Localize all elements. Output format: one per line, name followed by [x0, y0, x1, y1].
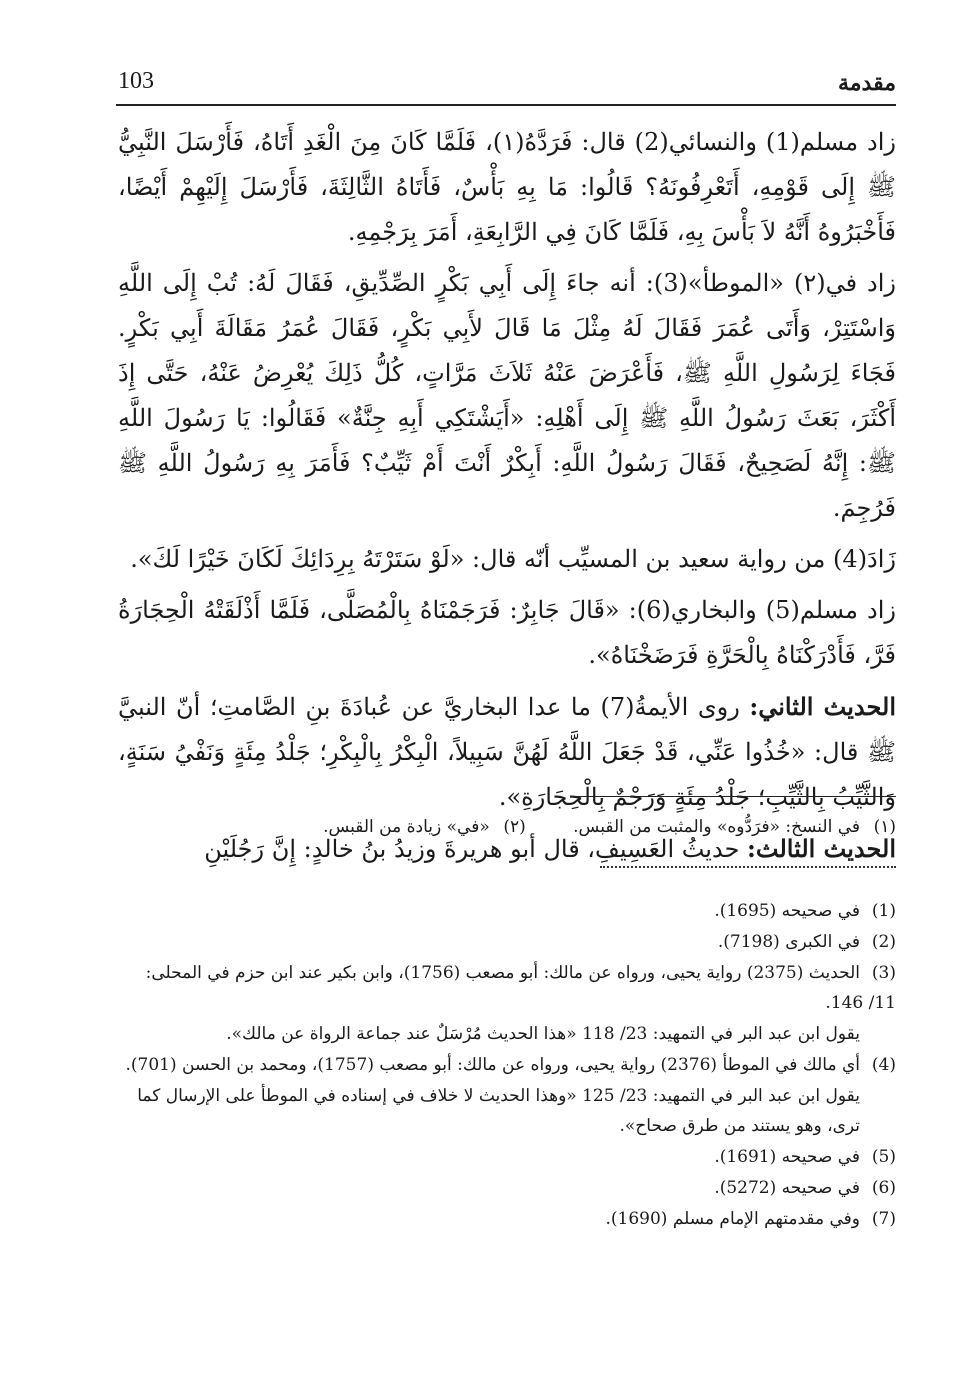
- hadith-two-paragraph: [118, 684, 896, 820]
- hadith-three-heading: الحديث الثالث:: [747, 834, 896, 863]
- footnote-number: (7): [871, 1209, 896, 1229]
- paragraph: زَادَ(4) من رواية سعيد بن المسيِّب أنّه قال: «لَوْ سَتَرْتَهُ بِرِدَائِكَ لَكَانَ خَيْرًا لَكَ».: [130, 545, 896, 573]
- paragraph: زاد مسلم(1) والنسائي(2) قال: فَرَدَّهُ(١)، فَلَمَّا كَانَ مِنَ الْغَدِ أَتَاهُ، فَأَرْسَلَ النَّبِيُّ ﷺ إِلَى قَوْمِهِ، أَتَعْرِفُونَهُ؟ قَالُوا: مَا بِهِ بَأْسٌ، فَأَتَاهُ الثَّالِثَةَ، فَأَرْسَلَ إِلَيْهِمْ أَيْضًا، فَأَخْبَرُوهُ أَنَّهُ لاَ بَأْسَ بِهِ، فَلَمَّا كَانَ فِي الرَّابِعَةِ، أَمَرَ بِرَجْمِهِ.: [118, 128, 897, 246]
- page-number: 103: [118, 68, 154, 94]
- footnote: [118, 958, 896, 1018]
- header-rule: [116, 104, 896, 106]
- footnote: [118, 927, 896, 957]
- footnote-text: يقول ابن عبد البر في التمهيد: 23/ 125 «وهذا الحديث لا خلاف في إسناده في الموطأ على الإرسال كما ترى، وهو يستند من طرق صحاح».: [137, 1086, 860, 1136]
- editor-note: [323, 812, 526, 842]
- page-header: [118, 62, 896, 102]
- note-number: (٢): [503, 817, 526, 837]
- dotted-separator: [600, 866, 896, 868]
- note-number: (١): [873, 817, 896, 837]
- hadith-two-text: روى الأيمةُ(7) ما عدا البخاريَّ عن عُبادَةَ بنِ الصَّامتِ؛ أنّ النبيَّ ﷺ قال: «خُذُوا عَنِّي، قَدْ جَعَلَ اللَّهُ لَهُنَّ سَبِيلاً، الْبِكْرُ بِالْبِكْرِ؛ جَلْدُ مِئَةٍ وَنَفْيُ سَنَةٍ، وَالثَّيِّبُ بِالثَّيِّبِ؛ جَلْدُ مِئَةٍ وَرَجْمٌ بِالْحِجَارَةِ».: [118, 693, 896, 811]
- editor-notes: [118, 812, 896, 842]
- footnote-number: (4): [871, 1055, 896, 1075]
- footnote-text: وفي مقدمتهم الإمام مسلم (1690).: [605, 1209, 860, 1229]
- hadith-two-heading: الحديث الثاني:: [749, 692, 896, 721]
- footnote: [118, 896, 896, 926]
- footnote: [118, 1173, 896, 1203]
- footnote-text: أي مالك في الموطأ (2376) رواية يحيى، ورواه عن مالك: أبو مصعب (1757)، ومحمد بن الحسن (701).: [125, 1055, 860, 1075]
- footnotes: [118, 896, 896, 1235]
- note-text: «في» زيادة من القبس.: [323, 817, 490, 837]
- footnote-number: (6): [871, 1178, 896, 1198]
- footnote-continuation: [118, 1081, 896, 1141]
- editor-note: [573, 812, 896, 842]
- footnote: [118, 1204, 896, 1234]
- footnote: [118, 1050, 896, 1080]
- paragraph: زاد مسلم(5) والبخاري(6): «قَالَ جَابِرٌ: فَرَجَمْنَاهُ بِالْمُصَلَّى، فَلَمَّا أَذْلَقَتْهُ الْحِجَارَةُ فَرَّ، فَأَدْرَكْنَاهُ بِالْحَرَّةِ فَرَضَخْنَاهُ».: [118, 596, 896, 669]
- hadith-three-text: حديثُ العَسِيفِ، قال أبو هريرةَ وزيدُ بنُ خالدٍ: إِنَّ رَجُلَيْنِ: [204, 835, 748, 863]
- footnote-text: الحديث (2375) رواية يحيى، ورواه عن مالك: أبو مصعب (1756)، وابن بكير عند ابن حزم في المحلى: 11/ 146.: [145, 963, 896, 1013]
- footnote-number: (3): [871, 963, 896, 983]
- footnote-number: (2): [871, 932, 896, 952]
- footnote: [118, 1142, 896, 1172]
- footnote-text: يقول ابن عبد البر في التمهيد: 23/ 118 «هذا الحديث مُرْسَلٌ عند جماعة الرواة عن مالك».: [226, 1024, 860, 1044]
- footnote-continuation: [118, 1019, 896, 1049]
- footnote-rule: [570, 796, 896, 797]
- footnote-text: في صحيحه (5272).: [714, 1178, 860, 1198]
- footnote-text: في صحيحه (1695).: [714, 901, 860, 921]
- footnote-number: (5): [871, 1147, 896, 1167]
- main-text: [118, 120, 896, 878]
- footnote-number: (1): [871, 901, 896, 921]
- paragraph: زاد في(٢) «الموطأ»(3): أنه جاءَ إِلَى أَبِي بَكْرٍ الصِّدِّيقِ، فَقَالَ لَهُ: تُبْ إِلَى اللَّهِ وَاسْتَتِرْ، وَأَتَى عُمَرَ فَقَالَ لَهُ مِثْلَ مَا قَالَ لأَبِي بَكْرٍ، فَقَالَ عُمَرُ مَقَالَةَ أَبِي بَكْرٍ. فَجَاءَ لِرَسُولِ اللَّهِ ﷺ، فَأَعْرَضَ عَنْهُ ثَلاَثَ مَرَّاتٍ، كُلُّ ذَلِكَ يُعْرِضُ عَنْهُ، حَتَّى إِذَ أَكْثَرَ، بَعَثَ رَسُولُ اللَّهِ ﷺ إِلَى أَهْلِهِ: «أَيَشْتَكِي أَبِهِ جِنَّةٌ» فَقَالُوا: يَا رَسُولَ اللَّهِ ﷺ: إِنَّهُ لَصَحِيحٌ، فَقَالَ رَسُولُ اللَّهِ: أَبِكْرٌ أَنْتَ أَمْ ثَيِّبٌ؟ فَأَمَرَ بِهِ رَسُولُ اللَّهِ ﷺ فَرُجِمَ.: [118, 269, 897, 522]
- running-title: مقدمة: [837, 70, 896, 96]
- footnote-text: في صحيحه (1691).: [714, 1147, 860, 1167]
- footnote-text: في الكبرى (7198).: [717, 932, 860, 952]
- note-text: في النسخ: «فرَدُّوه» والمثبت من القبس.: [573, 817, 860, 837]
